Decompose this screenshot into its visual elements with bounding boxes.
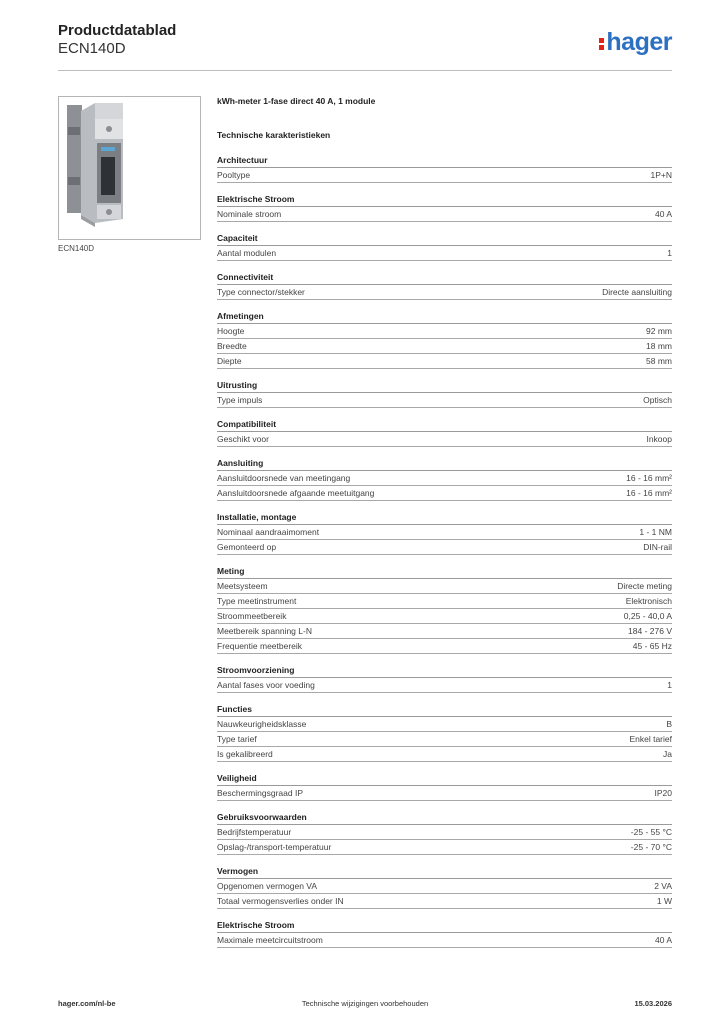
spec-label: Maximale meetcircuitstroom	[217, 935, 323, 945]
spec-label: Type meetinstrument	[217, 596, 297, 606]
spec-value: 1	[667, 680, 672, 690]
section-title: Compatibiliteit	[217, 418, 672, 432]
spec-label: Opslag-/transport-temperatuur	[217, 842, 332, 852]
spec-value: 1P+N	[650, 170, 672, 180]
spec-label: Beschermingsgraad IP	[217, 788, 303, 798]
spec-row	[217, 825, 672, 840]
section-title: Aansluiting	[217, 457, 672, 471]
spec-row	[217, 471, 672, 486]
section-title: Connectiviteit	[217, 271, 672, 285]
spec-label: Type connector/stekker	[217, 287, 305, 297]
spec-label: Opgenomen vermogen VA	[217, 881, 318, 891]
section-title: Installatie, montage	[217, 511, 672, 525]
spec-value: 1 - 1 NM	[639, 527, 672, 537]
product-code: ECN140D	[58, 40, 126, 57]
spec-value: 45 - 65 Hz	[632, 641, 672, 651]
spec-row	[217, 207, 672, 222]
spec-value: 16 - 16 mm²	[626, 488, 672, 498]
footer-date: 15.03.2026	[634, 999, 672, 1008]
spec-label: Totaal vermogensverlies onder IN	[217, 896, 344, 906]
spec-label: Stroommeetbereik	[217, 611, 287, 621]
energy-meter-illustration	[59, 97, 200, 239]
hager-logo	[599, 29, 672, 55]
section-title: Architectuur	[217, 154, 672, 168]
spec-label: Pooltype	[217, 170, 251, 180]
section-title: Capaciteit	[217, 232, 672, 246]
spec-label: Meetsysteem	[217, 581, 268, 591]
spec-row	[217, 933, 672, 948]
footer-website-link[interactable]: hager.com/nl-be	[58, 999, 116, 1008]
spec-row	[217, 840, 672, 855]
spec-label: Hoogte	[217, 326, 245, 336]
image-caption: ECN140D	[58, 244, 95, 253]
spec-value: Elektronisch	[625, 596, 672, 606]
spec-value: 16 - 16 mm²	[626, 473, 672, 483]
spec-value: -25 - 70 °C	[630, 842, 672, 852]
spec-label: Bedrijfstemperatuur	[217, 827, 292, 837]
section-title: Afmetingen	[217, 310, 672, 324]
spec-row	[217, 540, 672, 555]
spec-label: Type tarief	[217, 734, 257, 744]
spec-row	[217, 246, 672, 261]
technical-characteristics-heading: Technische karakteristieken	[217, 130, 331, 140]
section-title: Stroomvoorziening	[217, 664, 672, 678]
spec-value: 2 VA	[654, 881, 672, 891]
spec-row	[217, 639, 672, 654]
spec-label: Gemonteerd op	[217, 542, 277, 552]
spec-row	[217, 609, 672, 624]
spec-row	[217, 624, 672, 639]
spec-value: 40 A	[654, 935, 672, 945]
product-image	[58, 96, 201, 240]
spec-row	[217, 717, 672, 732]
spec-row	[217, 393, 672, 408]
spec-value: 92 mm	[646, 326, 672, 336]
spec-row	[217, 678, 672, 693]
spec-value: Optisch	[643, 395, 672, 405]
spec-value: 184 - 276 V	[628, 626, 672, 636]
spec-row	[217, 786, 672, 801]
spec-label: Type impuls	[217, 395, 263, 405]
spec-row	[217, 594, 672, 609]
spec-row	[217, 747, 672, 762]
spec-row	[217, 339, 672, 354]
spec-row	[217, 879, 672, 894]
spec-value: Enkel tarief	[629, 734, 672, 744]
section-title: Uitrusting	[217, 379, 672, 393]
spec-value: 1	[667, 248, 672, 258]
spec-row	[217, 354, 672, 369]
spec-row	[217, 486, 672, 501]
document-footer	[58, 999, 672, 1011]
spec-value: Inkoop	[646, 434, 672, 444]
spec-value: 58 mm	[646, 356, 672, 366]
footer-disclaimer: Technische wijzigingen voorbehouden	[301, 999, 429, 1008]
spec-value: IP20	[654, 788, 672, 798]
spec-row	[217, 432, 672, 447]
section-title: Veiligheid	[217, 772, 672, 786]
spec-label: Is gekalibreerd	[217, 749, 273, 759]
section-title: Vermogen	[217, 865, 672, 879]
spec-row	[217, 324, 672, 339]
spec-label: Aansluitdoorsnede afgaande meetuitgang	[217, 488, 375, 498]
spec-value: B	[666, 719, 672, 729]
spec-row	[217, 168, 672, 183]
spec-row	[217, 579, 672, 594]
spec-label: Nominaal aandraaimoment	[217, 527, 320, 537]
document-header	[58, 22, 672, 71]
spec-label: Aantal fases voor voeding	[217, 680, 315, 690]
spec-label: Breedte	[217, 341, 247, 351]
spec-value: Directe meting	[617, 581, 672, 591]
logo-dots-icon	[599, 37, 604, 51]
spec-row	[217, 894, 672, 909]
document-title: Productdatablad	[58, 22, 177, 39]
spec-value: -25 - 55 °C	[630, 827, 672, 837]
section-title: Elektrische Stroom	[217, 193, 672, 207]
spec-value: 40 A	[654, 209, 672, 219]
spec-label: Aantal modulen	[217, 248, 277, 258]
spec-value: Ja	[663, 749, 672, 759]
section-title: Elektrische Stroom	[217, 919, 672, 933]
spec-label: Geschikt voor	[217, 434, 269, 444]
spec-label: Aansluitdoorsnede van meetingang	[217, 473, 351, 483]
spec-label: Meetbereik spanning L-N	[217, 626, 312, 636]
spec-row	[217, 285, 672, 300]
spec-label: Nominale stroom	[217, 209, 282, 219]
spec-value: 1 W	[656, 896, 672, 906]
spec-label: Frequentie meetbereik	[217, 641, 303, 651]
spec-value: 0,25 - 40,0 A	[623, 611, 672, 621]
spec-row	[217, 732, 672, 747]
product-description: kWh-meter 1-fase direct 40 A, 1 module	[217, 96, 376, 106]
spec-value: 18 mm	[646, 341, 672, 351]
section-title: Gebruiksvoorwaarden	[217, 811, 672, 825]
spec-value: DIN-rail	[643, 542, 672, 552]
spec-label: Diepte	[217, 356, 242, 366]
section-title: Meting	[217, 565, 672, 579]
spec-label: Nauwkeurigheidsklasse	[217, 719, 307, 729]
spec-row	[217, 525, 672, 540]
section-title: Functies	[217, 703, 672, 717]
spec-value: Directe aansluiting	[602, 287, 672, 297]
logo-text: hager	[606, 28, 672, 56]
